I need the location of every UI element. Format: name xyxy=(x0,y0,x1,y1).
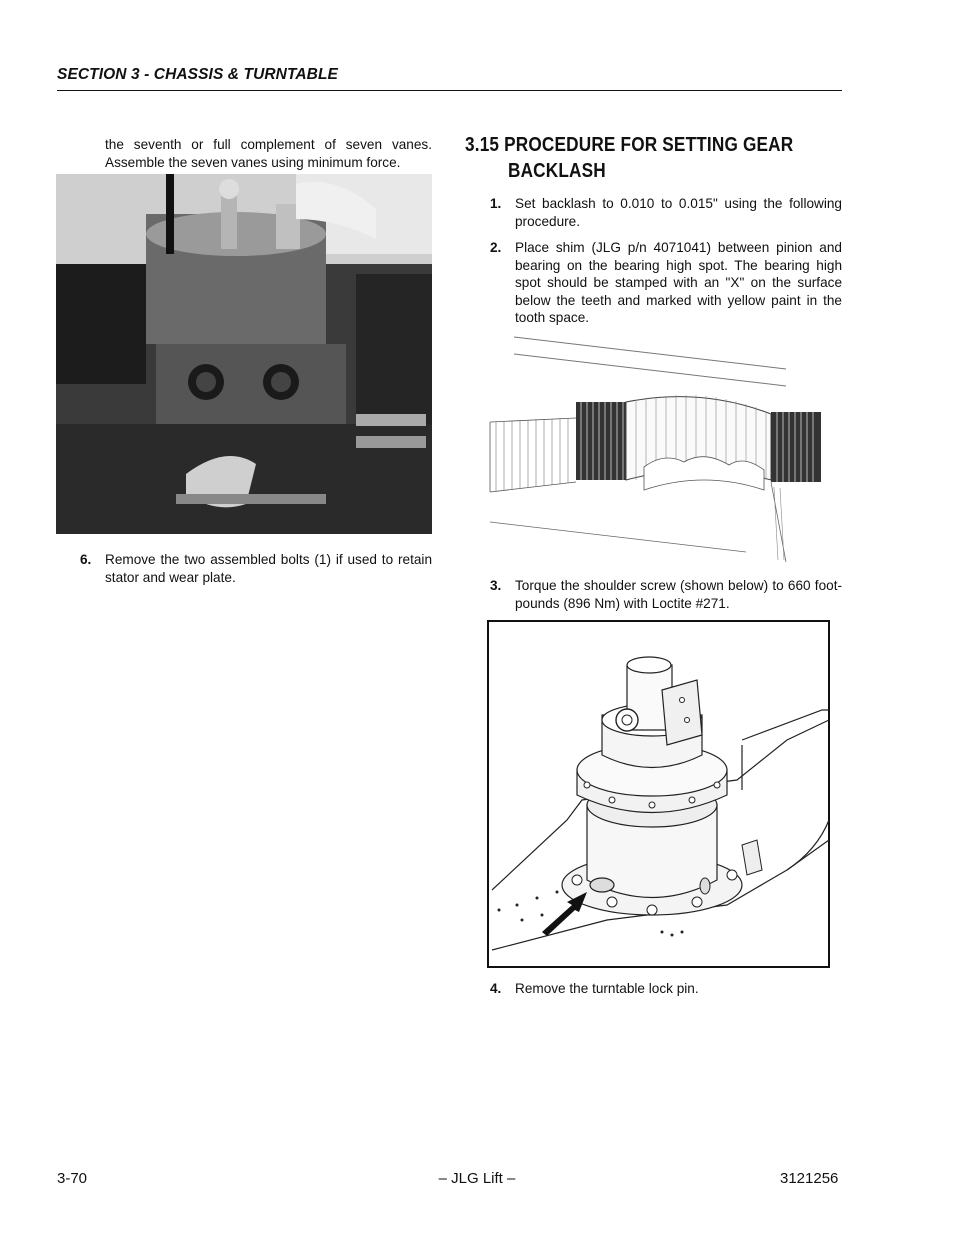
step-2-number: 2. xyxy=(490,240,502,255)
step-2-text: Place shim (JLG p/n 4071041) between pinion and bearing on the bearing high spot. The bearing high spot should be stamped with an "X" on the surface below the teeth and marked with yellow paint in the tooth space. xyxy=(515,240,842,326)
step-3-number: 3. xyxy=(490,578,502,593)
swing-drive-shoulder-screw-illustration xyxy=(487,620,830,968)
section-title-line1: 3.15 PROCEDURE FOR SETTING GEAR xyxy=(465,134,794,156)
section-title-line2: BACKLASH xyxy=(508,160,606,182)
step-6 xyxy=(80,551,432,591)
section-title xyxy=(465,132,793,184)
gear-backlash-diagram xyxy=(486,332,842,568)
footer-brand: – JLG Lift – xyxy=(438,1170,516,1187)
step-3-text: Torque the shoulder screw (shown below) to 660 foot-pounds (896 Nm) with Loctite #271. xyxy=(515,578,842,611)
step-2 xyxy=(490,239,842,329)
step-4-text: Remove the turntable lock pin. xyxy=(515,981,699,996)
step-6-text: Remove the two assembled bolts (1) if used to retain stator and wear plate. xyxy=(105,552,432,585)
step-4 xyxy=(490,980,842,1000)
step-4-number: 4. xyxy=(490,981,502,996)
header-rule xyxy=(57,90,842,91)
section-header: SECTION 3 - CHASSIS & TURNTABLE xyxy=(57,66,338,83)
step-1 xyxy=(490,195,842,235)
page-number: 3-70 xyxy=(57,1170,88,1187)
step-3 xyxy=(490,577,842,617)
intro-paragraph: the seventh or full complement of seven vanes. Assemble the seven vanes using minimum force. xyxy=(105,137,432,170)
step-1-text: Set backlash to 0.010 to 0.015" using the following procedure. xyxy=(515,196,842,229)
step-6-number: 6. xyxy=(80,552,92,567)
document-number: 3121256 xyxy=(780,1170,839,1187)
step-1-number: 1. xyxy=(490,196,502,211)
motor-vane-assembly-photo xyxy=(56,174,432,534)
